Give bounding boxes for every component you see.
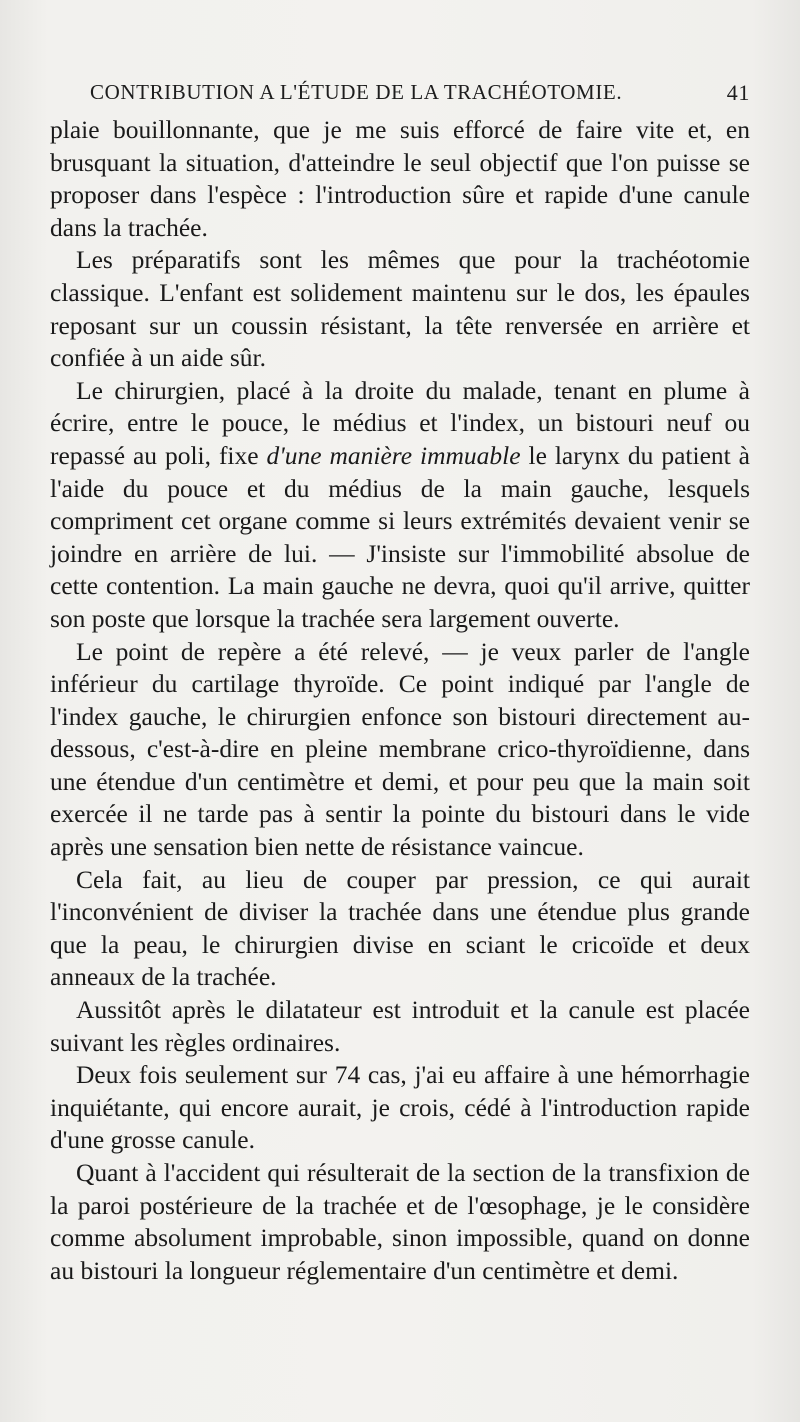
- paragraph-cela-fait: Cela fait, au lieu de couper par pression, ce qui aurait l'inconvénient de diviser la trachée dans une étendue plus grande que la peau, le chirurgien divise en sciant le cricoïde et deux anneaux de la trachée.: [50, 864, 750, 992]
- paragraph-chirurgien: [50, 375, 750, 636]
- italic-emphasis: d'une manière immuable: [266, 440, 521, 470]
- page-number: 41: [726, 80, 750, 105]
- paragraph-quant-a: Quant à l'accident qui résulterait de la section de la transfixion de la paroi postérieure de la trachée et de l'œsophage, je le considère comme absolument improbable, sinon impossible, quand on donne au bistouri la longueur réglementaire d'un centimètre et demi.: [50, 1158, 750, 1285]
- page-header: [90, 80, 750, 110]
- paragraph-text: le larynx du patient à l'aide du pouce et du médius de la main gauche, lesquels compriment cet organe comme si leurs extrémités devaient venir se joindre en arrière de lui. — J'insiste sur l'immobilité absolue de cette contention. La main gauche ne devra, quoi qu'il arrive, quitter son poste que lorsque la trachée sera largement ouverte.: [50, 440, 750, 633]
- paragraph-point-de-repere: Le point de repère a été relevé, — je veux parler de l'angle inférieur du cartilage thyroïde. Ce point indiqué par l'angle de l'index gauche, le chirurgien enfonce son bistouri directement au-dessous, c'est-à-dire en pleine membrane crico-thyroïdienne, dans une étendue d'un centimètre et demi, et pour peu que la main soit exercée il ne tarde pas à sentir la pointe du bistouri dans le vide après une sensation bien nette de résistance vaincue.: [50, 636, 750, 862]
- running-title: CONTRIBUTION A L'ÉTUDE DE LA TRACHÉOTOMIE.: [90, 80, 623, 104]
- body-text: [50, 114, 750, 1287]
- paragraph-continued: plaie bouillonnante, que je me suis efforcé de faire vite et, en brusquant la situation, d'atteindre le seul objectif que l'on puisse se proposer dans l'espèce : l'introduction sûre et rapide d'une canule dans la trachée.: [50, 115, 750, 242]
- paragraph-preparatifs: Les préparatifs sont les mêmes que pour la trachéotomie classique. L'enfant est solidement maintenu sur le dos, les épaules reposant sur un coussin résistant, la tête renversée en arrière et confiée à un aide sûr.: [50, 245, 750, 373]
- paragraph-text: Le chirurgien, placé à la droite du malade, tenant en plume à écrire, entre le pouce, le médius et l'index, un bistouri neuf ou repassé au poli, fixe: [50, 375, 750, 470]
- paragraph-aussitot: Aussitôt après le dilatateur est introduit et la canule est placée suivant les règles ordinaires.: [50, 995, 750, 1057]
- paragraph-deux-fois: Deux fois seulement sur 74 cas, j'ai eu affaire à une hémorrhagie inquiétante, qui encore aurait, je crois, cédé à l'introduction rapide d'une grosse canule.: [50, 1060, 750, 1155]
